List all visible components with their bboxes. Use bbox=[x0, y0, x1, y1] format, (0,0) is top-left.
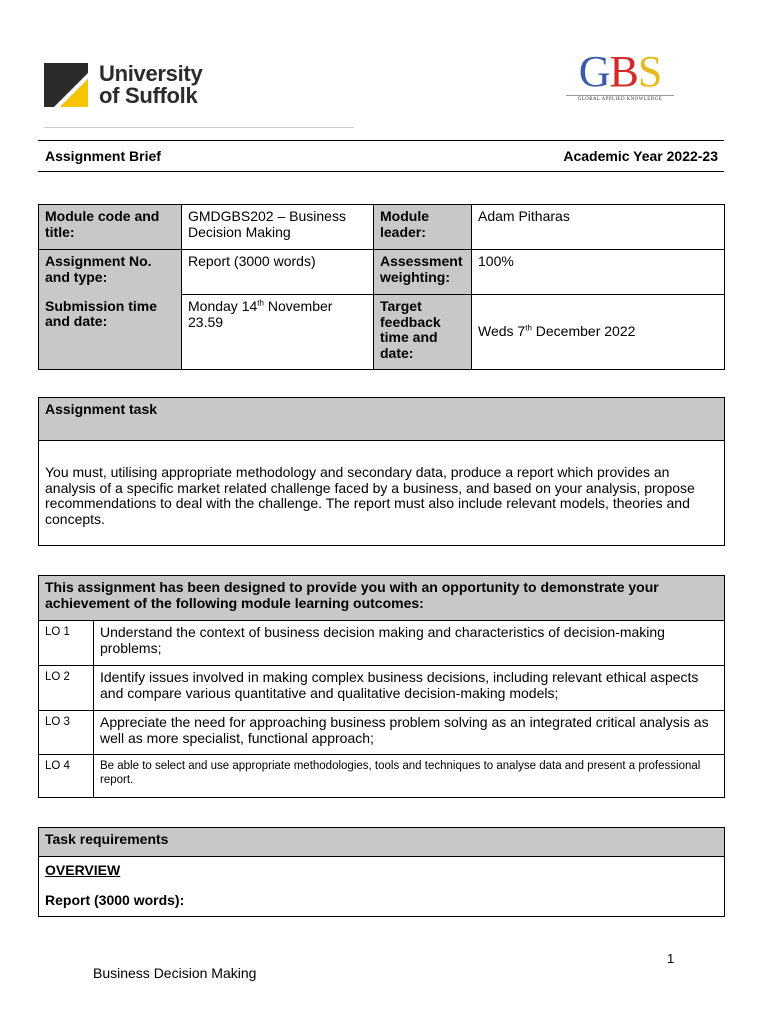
feedback-label: Target feedback time and date: bbox=[374, 295, 472, 370]
page-number: 1 bbox=[667, 951, 675, 966]
lo-text: Be able to select and use appropriate methodologies, tools and techniques to analyse data and present a professional report. bbox=[94, 755, 725, 798]
gbs-letter-g: G bbox=[578, 47, 610, 96]
module-code-label: Module code and title: bbox=[39, 205, 182, 250]
lo-text: Identify issues involved in making complex business decisions, including relevant ethical aspects and compare various quantitative and qualitative decision-making models; bbox=[94, 666, 725, 711]
gbs-tagline: GLOBAL APPLIED KNOWLEDGE bbox=[566, 95, 674, 102]
module-leader-value: Adam Pitharas bbox=[472, 205, 725, 250]
lo-code: LO 4 bbox=[39, 755, 94, 798]
task-requirements-table bbox=[38, 827, 725, 917]
gbs-letter-s: S bbox=[637, 47, 662, 96]
submission-sup: th bbox=[257, 298, 264, 308]
assignment-no-label: Assignment No. and type: bbox=[39, 250, 182, 295]
task-requirements-heading: Task requirements bbox=[39, 828, 725, 857]
module-leader-label: Module leader: bbox=[374, 205, 472, 250]
submission-value bbox=[182, 295, 374, 370]
requirements-body bbox=[39, 857, 725, 917]
assignment-task-heading: Assignment task bbox=[39, 398, 725, 441]
brief-title-bar bbox=[38, 140, 724, 172]
module-code-value: GMDGBS202 – Business Decision Making bbox=[182, 205, 374, 250]
feedback-sup: th bbox=[525, 323, 532, 333]
feedback-value bbox=[472, 295, 725, 370]
lo-code: LO 3 bbox=[39, 711, 94, 755]
submission-time: 23.59 bbox=[188, 313, 224, 330]
suffolk-logo-mark-icon bbox=[44, 63, 88, 107]
assignment-task-table bbox=[38, 397, 725, 546]
feedback-day: Weds 7 bbox=[478, 323, 526, 340]
feedback-rest: December 2022 bbox=[531, 323, 636, 340]
report-heading: Report (3000 words): bbox=[45, 891, 185, 908]
submission-rest: November bbox=[263, 298, 333, 314]
module-details-table bbox=[38, 204, 725, 370]
footer-doc-title: Business Decision Making bbox=[93, 965, 257, 981]
academic-year: Academic Year 2022-23 bbox=[563, 148, 718, 164]
header-divider bbox=[44, 127, 354, 128]
university-line1: University bbox=[99, 61, 203, 86]
lo-text: Understand the context of business decision making and characteristics of decision-making problems; bbox=[94, 621, 725, 666]
university-of-suffolk-logo bbox=[44, 63, 202, 107]
university-line2: of Suffolk bbox=[99, 83, 198, 108]
lo-code: LO 1 bbox=[39, 621, 94, 666]
learning-outcomes-table bbox=[38, 575, 725, 798]
learning-outcomes-heading: This assignment has been designed to provide you with an opportunity to demonstrate your achievement of the following module learning outcomes: bbox=[39, 576, 725, 621]
lo-text: Appreciate the need for approaching business problem solving as an integrated critical analysis as well as more specialist, functional approach; bbox=[94, 711, 725, 755]
gbs-letter-b: B bbox=[609, 47, 638, 96]
lo-code: LO 2 bbox=[39, 666, 94, 711]
assignment-brief-title: Assignment Brief bbox=[45, 148, 161, 164]
assignment-no-value: Report (3000 words) bbox=[182, 250, 374, 295]
submission-day: Monday 14 bbox=[188, 298, 258, 314]
assignment-task-body: You must, utilising appropriate methodology and secondary data, produce a report which provides an analysis of a specific market related challenge faced by a business, and based on your analysis, propose recommendations to deal with the challenge. The report must also include relevant models, theories and concepts. bbox=[39, 441, 725, 546]
submission-label: Submission time and date: bbox=[39, 295, 182, 370]
weighting-label: Assessment weighting: bbox=[374, 250, 472, 295]
gbs-logo bbox=[566, 47, 674, 102]
overview-heading: OVERVIEW bbox=[45, 862, 121, 878]
weighting-value: 100% bbox=[472, 250, 725, 295]
